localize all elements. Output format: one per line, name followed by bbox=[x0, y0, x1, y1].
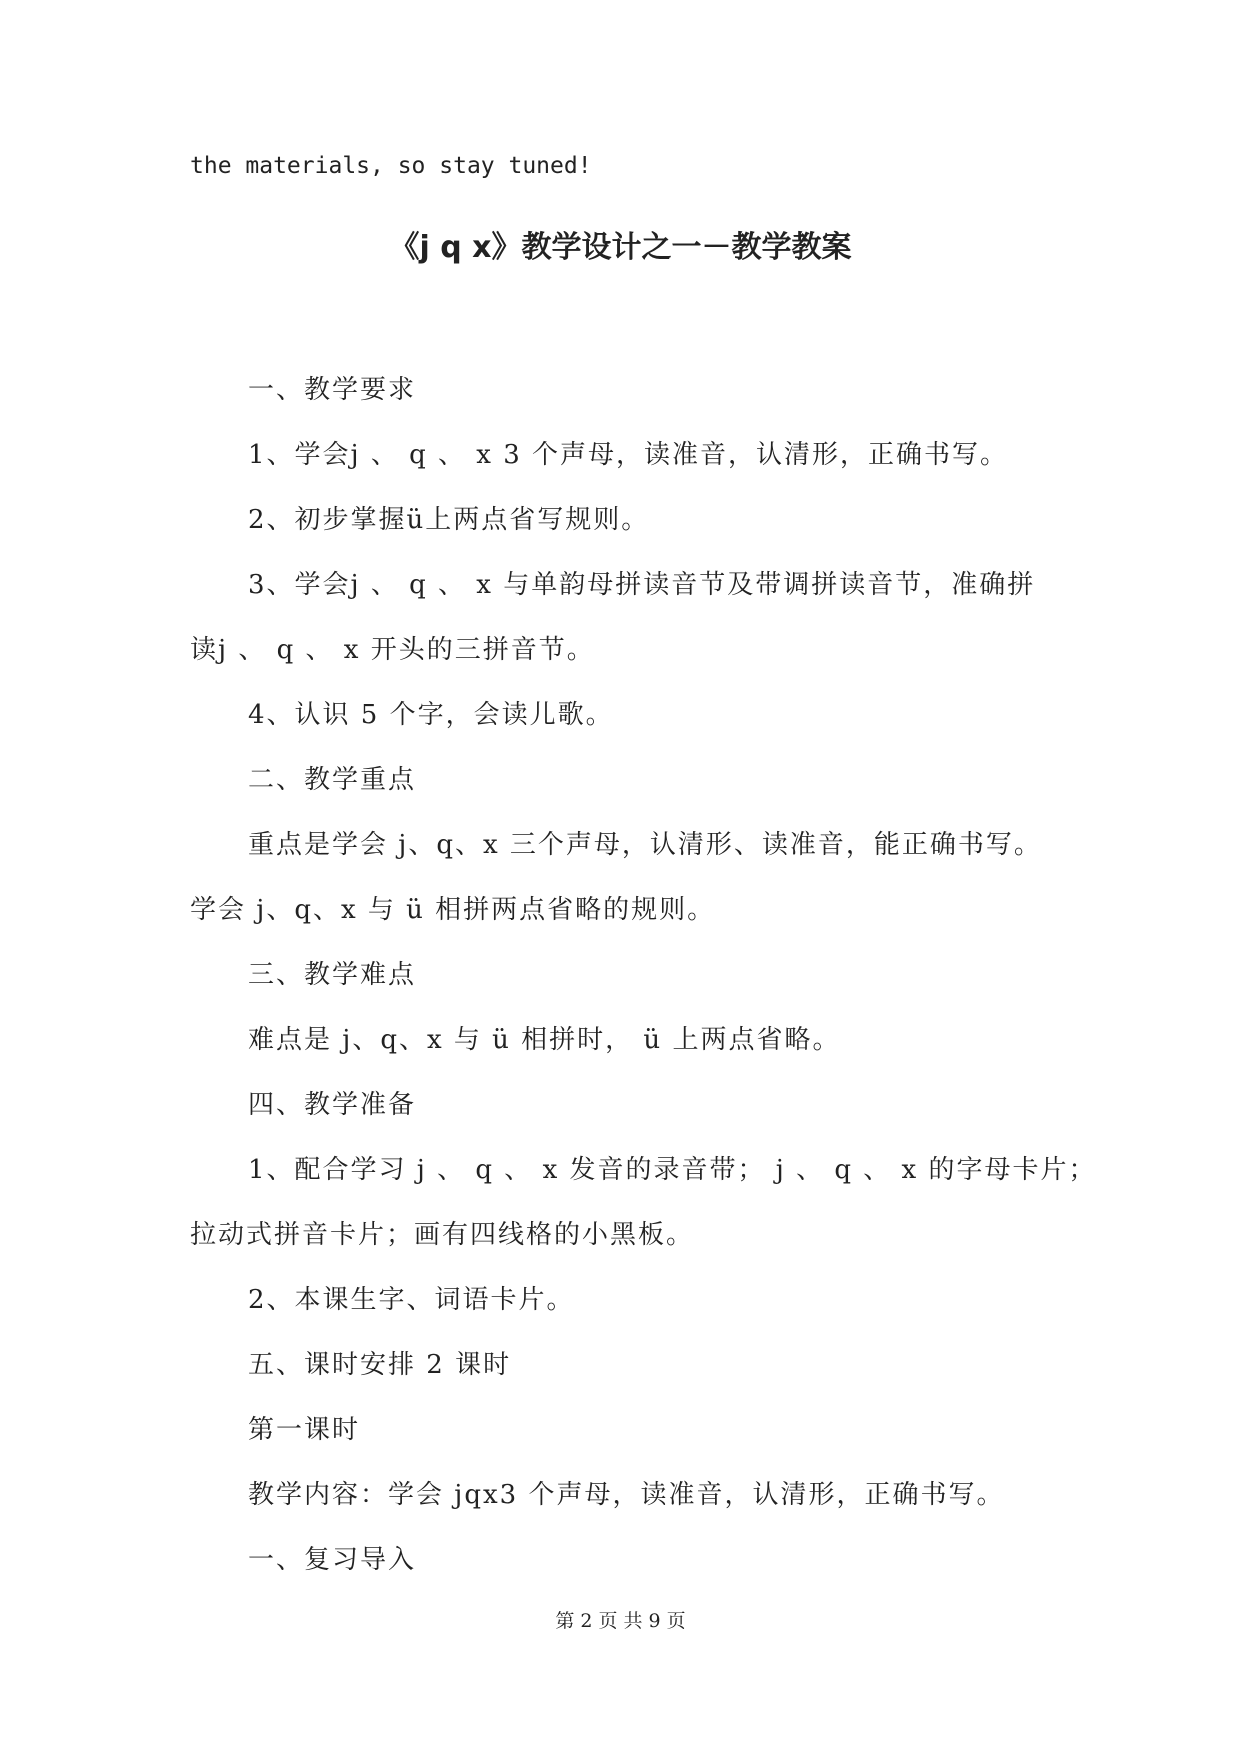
paragraph: 2、本课生字、词语卡片。 bbox=[248, 1285, 575, 1315]
intro-text: the materials, so stay tuned! bbox=[190, 153, 592, 179]
section-heading-difficulties: 三、教学难点 bbox=[248, 960, 417, 990]
paragraph: 1、配合学习 j 、 q 、 x 发音的录音带； j 、 q 、 x 的字母卡片； bbox=[248, 1155, 1097, 1185]
paragraph: 3、学会j 、 q 、 x 与单韵母拼读音节及带调拼读音节，准确拼 bbox=[248, 570, 1036, 600]
paragraph: 重点是学会 j、q、x 三个声母，认清形、读准音，能正确书写。 bbox=[248, 830, 1042, 860]
document-body bbox=[190, 358, 1097, 1593]
paragraph: 1、学会j 、 q 、 x 3 个声母，读准音，认清形，正确书写。 bbox=[248, 440, 1009, 470]
section-heading-preparation: 四、教学准备 bbox=[248, 1090, 417, 1120]
document-title: 《j q x》教学设计之一－教学教案 bbox=[389, 230, 852, 265]
section-heading-review: 一、复习导入 bbox=[248, 1545, 417, 1575]
page-footer: 第 2 页 共 9 页 bbox=[555, 1610, 686, 1632]
lesson-heading: 第一课时 bbox=[248, 1415, 361, 1445]
paragraph: 难点是 j、q、x 与 ü 相拼时， ü 上两点省略。 bbox=[248, 1025, 841, 1055]
paragraph: 学会 j、q、x 与 ü 相拼两点省略的规则。 bbox=[190, 895, 716, 925]
paragraph: 教学内容：学会 jqx3 个声母，读准音，认清形，正确书写。 bbox=[248, 1480, 1005, 1510]
paragraph: 2、初步掌握ü上两点省写规则。 bbox=[248, 505, 650, 535]
paragraph: 读j 、 q 、 x 开头的三拼音节。 bbox=[190, 635, 595, 665]
paragraph: 4、认识 5 个字，会读儿歌。 bbox=[248, 700, 614, 730]
section-heading-schedule: 五、课时安排 2 课时 bbox=[248, 1350, 512, 1380]
section-heading-key-points: 二、教学重点 bbox=[248, 765, 417, 795]
paragraph: 拉动式拼音卡片；画有四线格的小黑板。 bbox=[190, 1220, 695, 1250]
section-heading-requirements: 一、教学要求 bbox=[248, 375, 417, 405]
